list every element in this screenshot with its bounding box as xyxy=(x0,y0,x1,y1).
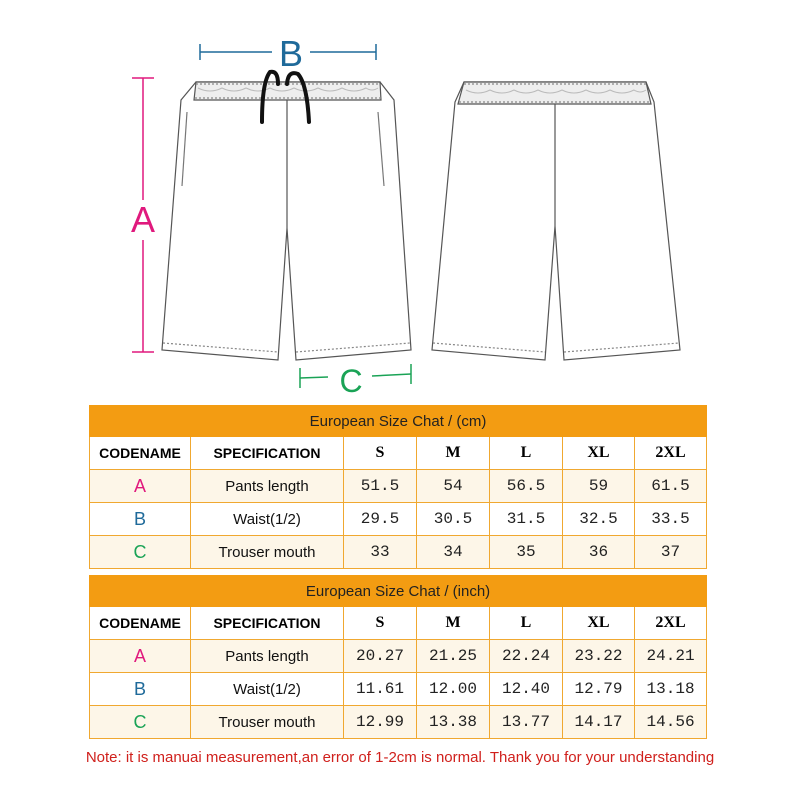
value-cell: 31.5 xyxy=(490,503,563,536)
value-cell: 54 xyxy=(417,470,490,503)
codename-cell: A xyxy=(90,470,191,503)
table-row xyxy=(90,640,707,673)
value-cell: 13.18 xyxy=(635,673,707,706)
value-cell: 21.25 xyxy=(417,640,490,673)
value-cell: 35 xyxy=(490,536,563,569)
label-c: C xyxy=(339,363,363,399)
codename-cell: A xyxy=(90,640,191,673)
table-title: European Size Chat / (inch) xyxy=(90,576,707,607)
value-cell: 33.5 xyxy=(635,503,707,536)
value-cell: 12.00 xyxy=(417,673,490,706)
value-cell: 12.40 xyxy=(490,673,563,706)
table-row xyxy=(90,536,707,569)
value-cell: 37 xyxy=(635,536,707,569)
table-title: European Size Chat / (cm) xyxy=(90,406,707,437)
specification-cell: Trouser mouth xyxy=(191,536,344,569)
value-cell: 12.79 xyxy=(563,673,635,706)
value-cell: 14.17 xyxy=(563,706,635,739)
header-size-m: M xyxy=(417,437,490,470)
value-cell: 12.99 xyxy=(344,706,417,739)
header-codename: CODENAME xyxy=(90,437,191,470)
value-cell: 22.24 xyxy=(490,640,563,673)
value-cell: 33 xyxy=(344,536,417,569)
header-size-2xl: 2XL xyxy=(635,437,707,470)
value-cell: 30.5 xyxy=(417,503,490,536)
label-b: B xyxy=(278,33,304,74)
header-size-l: L xyxy=(490,437,563,470)
shorts-back xyxy=(432,82,680,360)
value-cell: 61.5 xyxy=(635,470,707,503)
shorts-front xyxy=(162,82,411,360)
size-table-cm xyxy=(89,405,707,569)
table-row xyxy=(90,673,707,706)
value-cell: 20.27 xyxy=(344,640,417,673)
value-cell: 29.5 xyxy=(344,503,417,536)
value-cell: 36 xyxy=(563,536,635,569)
header-specification: SPECIFICATION xyxy=(191,437,344,470)
specification-cell: Pants length xyxy=(191,470,344,503)
value-cell: 23.22 xyxy=(563,640,635,673)
specification-cell: Trouser mouth xyxy=(191,706,344,739)
value-cell: 11.61 xyxy=(344,673,417,706)
codename-cell: C xyxy=(90,706,191,739)
value-cell: 51.5 xyxy=(344,470,417,503)
specification-cell: Waist(1/2) xyxy=(191,673,344,706)
value-cell: 59 xyxy=(563,470,635,503)
table-row xyxy=(90,503,707,536)
label-a: A xyxy=(130,199,156,240)
specification-cell: Pants length xyxy=(191,640,344,673)
size-table-inch xyxy=(89,575,707,739)
codename-cell: B xyxy=(90,673,191,706)
header-size-2xl: 2XL xyxy=(635,607,707,640)
value-cell: 32.5 xyxy=(563,503,635,536)
codename-cell: C xyxy=(90,536,191,569)
header-size-s: S xyxy=(344,607,417,640)
value-cell: 24.21 xyxy=(635,640,707,673)
header-codename: CODENAME xyxy=(90,607,191,640)
table-row xyxy=(90,470,707,503)
value-cell: 56.5 xyxy=(490,470,563,503)
value-cell: 13.77 xyxy=(490,706,563,739)
codename-cell: B xyxy=(90,503,191,536)
header-size-xl: XL xyxy=(563,437,635,470)
measurement-note: Note: it is manuai measurement,an error of 1-2cm is normal. Thank you for your understanding xyxy=(85,749,715,766)
header-size-m: M xyxy=(417,607,490,640)
value-cell: 13.38 xyxy=(417,706,490,739)
specification-cell: Waist(1/2) xyxy=(191,503,344,536)
header-size-l: L xyxy=(490,607,563,640)
table-row xyxy=(90,706,707,739)
header-size-xl: XL xyxy=(563,607,635,640)
header-size-s: S xyxy=(344,437,417,470)
header-specification: SPECIFICATION xyxy=(191,607,344,640)
value-cell: 34 xyxy=(417,536,490,569)
value-cell: 14.56 xyxy=(635,706,707,739)
